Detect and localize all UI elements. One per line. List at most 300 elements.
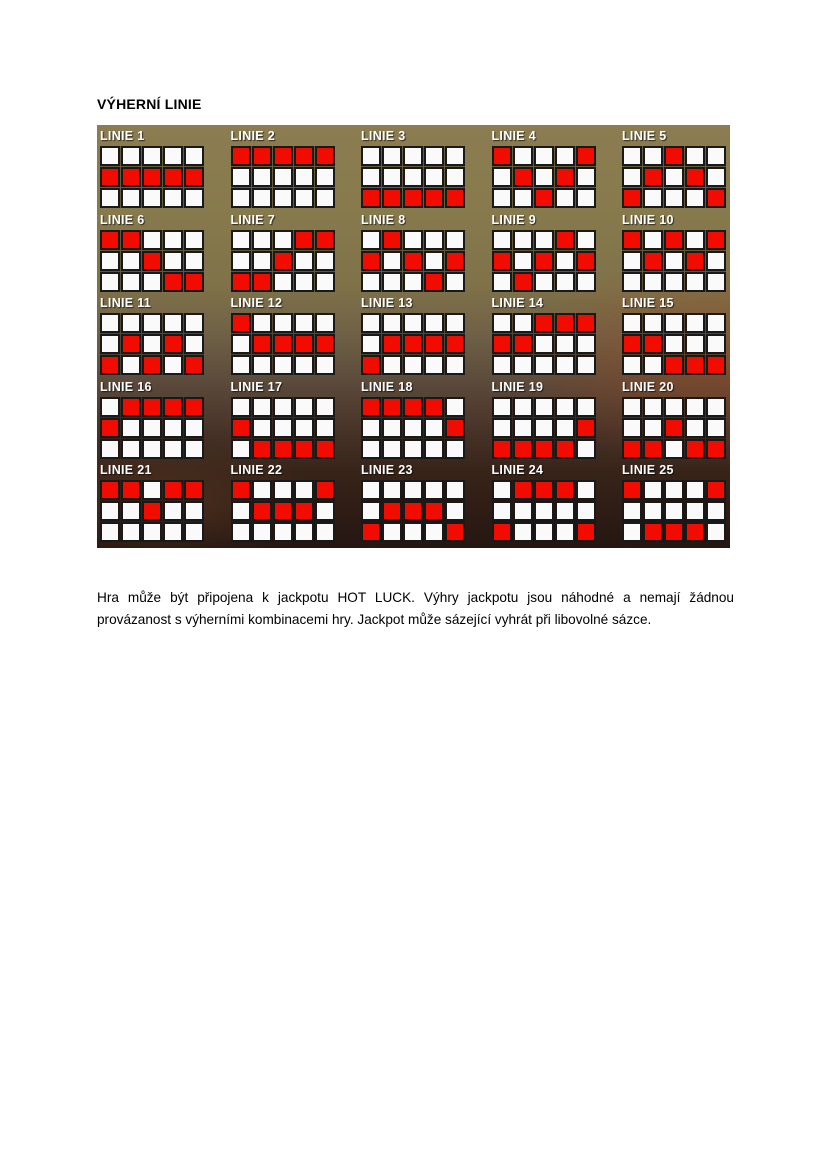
payline-grid xyxy=(492,146,596,208)
payline-cell-white xyxy=(685,313,705,333)
payline-cell-red xyxy=(361,251,381,271)
payline-cell-white xyxy=(424,146,444,166)
payline-cell-white xyxy=(163,188,183,208)
payline-block xyxy=(492,295,596,379)
payline-label: LINIE 16 xyxy=(100,379,152,394)
payline-cell-white xyxy=(643,146,663,166)
payline-cell-white xyxy=(576,501,596,521)
payline-cell-white xyxy=(513,522,533,542)
payline-cell-white xyxy=(315,313,335,333)
payline-cell-red xyxy=(294,501,314,521)
payline-cell-red xyxy=(142,397,162,417)
payline-cell-white xyxy=(100,251,120,271)
payline-cell-red xyxy=(315,439,335,459)
payline-cell-white xyxy=(100,501,120,521)
payline-cell-white xyxy=(231,522,251,542)
payline-cell-white xyxy=(643,480,663,500)
payline-label: LINIE 1 xyxy=(100,129,145,143)
payline-cell-white xyxy=(576,188,596,208)
payline-block xyxy=(622,379,726,463)
payline-cell-white xyxy=(142,188,162,208)
payline-cell-white xyxy=(142,230,162,250)
payline-cell-white xyxy=(492,272,512,292)
payline-cell-red xyxy=(685,167,705,187)
payline-cell-white xyxy=(315,501,335,521)
payline-cell-white xyxy=(294,251,314,271)
payline-cell-white xyxy=(184,313,204,333)
payline-cell-red xyxy=(252,272,272,292)
payline-cell-red xyxy=(492,251,512,271)
payline-cell-white xyxy=(622,313,642,333)
payline-cell-white xyxy=(361,313,381,333)
payline-block xyxy=(231,212,335,296)
payline-cell-white xyxy=(315,167,335,187)
payline-block xyxy=(100,462,204,546)
payline-cell-red xyxy=(555,167,575,187)
payline-label: LINIE 15 xyxy=(622,296,674,311)
payline-cell-red xyxy=(121,230,141,250)
payline-block xyxy=(361,128,465,212)
payline-cell-white xyxy=(555,397,575,417)
payline-block xyxy=(231,295,335,379)
payline-label: LINIE 2 xyxy=(230,129,275,143)
payline-cell-white xyxy=(685,480,705,500)
payline-cell-white xyxy=(685,334,705,354)
payline-cell-white xyxy=(492,188,512,208)
payline-cell-white xyxy=(685,272,705,292)
payline-cell-white xyxy=(142,334,162,354)
payline-cell-white xyxy=(403,439,423,459)
payline-cell-red xyxy=(403,188,423,208)
payline-cell-white xyxy=(142,522,162,542)
payline-cell-red xyxy=(664,522,684,542)
payline-label: LINIE 19 xyxy=(491,379,544,394)
payline-cell-white xyxy=(121,418,141,438)
payline-cell-red xyxy=(685,439,705,459)
payline-cell-red xyxy=(100,418,120,438)
payline-cell-white xyxy=(534,334,554,354)
payline-grid xyxy=(100,230,204,292)
payline-cell-white xyxy=(445,167,465,187)
payline-cell-white xyxy=(576,230,596,250)
payline-cell-white xyxy=(121,522,141,542)
payline-cell-white xyxy=(534,418,554,438)
payline-cell-white xyxy=(273,272,293,292)
payline-cell-white xyxy=(513,355,533,375)
payline-cell-red xyxy=(643,334,663,354)
payline-cell-white xyxy=(294,272,314,292)
payline-cell-white xyxy=(382,146,402,166)
payline-cell-white xyxy=(315,355,335,375)
payline-grid xyxy=(100,146,204,208)
payline-cell-white xyxy=(315,397,335,417)
payline-cell-white xyxy=(361,167,381,187)
payline-block xyxy=(492,379,596,463)
payline-cell-red xyxy=(664,355,684,375)
payline-cell-white xyxy=(121,501,141,521)
payline-cell-red xyxy=(361,355,381,375)
payline-cell-white xyxy=(273,397,293,417)
payline-cell-white xyxy=(664,334,684,354)
payline-cell-white xyxy=(492,313,512,333)
payline-cell-red xyxy=(534,439,554,459)
payline-cell-white xyxy=(231,439,251,459)
payline-cell-white xyxy=(231,334,251,354)
payline-cell-red xyxy=(706,355,726,375)
payline-cell-red xyxy=(273,146,293,166)
payline-cell-white xyxy=(706,397,726,417)
payline-label: LINIE 10 xyxy=(622,212,674,227)
payline-cell-white xyxy=(184,501,204,521)
payline-block xyxy=(492,128,596,212)
payline-cell-white xyxy=(622,251,642,271)
payline-grid xyxy=(361,480,465,542)
payline-grid xyxy=(231,230,335,292)
payline-label: LINIE 18 xyxy=(361,379,413,394)
payline-label: LINIE 8 xyxy=(361,212,406,227)
payline-block xyxy=(622,462,726,546)
payline-cell-white xyxy=(163,230,183,250)
payline-cell-white xyxy=(100,522,120,542)
payline-cell-white xyxy=(445,355,465,375)
payline-cell-red xyxy=(121,167,141,187)
payline-block xyxy=(231,462,335,546)
payline-cell-white xyxy=(534,355,554,375)
payline-cell-white xyxy=(643,355,663,375)
payline-cell-red xyxy=(643,439,663,459)
payline-cell-red xyxy=(492,522,512,542)
payline-cell-red xyxy=(622,439,642,459)
payline-cell-white xyxy=(100,272,120,292)
payline-cell-red xyxy=(664,146,684,166)
payline-cell-white xyxy=(685,188,705,208)
payline-cell-red xyxy=(424,501,444,521)
payline-cell-white xyxy=(664,397,684,417)
payline-cell-red xyxy=(643,251,663,271)
payline-cell-red xyxy=(294,146,314,166)
payline-cell-red xyxy=(424,272,444,292)
payline-cell-white xyxy=(424,418,444,438)
payline-cell-white xyxy=(294,397,314,417)
payline-cell-white xyxy=(361,418,381,438)
payline-cell-white xyxy=(445,501,465,521)
payline-cell-white xyxy=(163,251,183,271)
payline-cell-red xyxy=(273,439,293,459)
payline-cell-white xyxy=(315,522,335,542)
payline-label: LINIE 11 xyxy=(100,296,152,311)
payline-cell-white xyxy=(643,313,663,333)
payline-block xyxy=(100,295,204,379)
payline-cell-white xyxy=(142,272,162,292)
payline-cell-red xyxy=(184,397,204,417)
payline-cell-white xyxy=(361,480,381,500)
payline-cell-white xyxy=(231,251,251,271)
payline-cell-white xyxy=(534,501,554,521)
payline-cell-white xyxy=(361,334,381,354)
payline-cell-white xyxy=(121,188,141,208)
payline-label: LINIE 20 xyxy=(622,379,674,394)
payline-cell-white xyxy=(273,188,293,208)
payline-cell-white xyxy=(622,501,642,521)
payline-cell-white xyxy=(184,188,204,208)
payline-cell-white xyxy=(163,313,183,333)
payline-cell-white xyxy=(424,480,444,500)
payline-cell-white xyxy=(685,501,705,521)
payline-cell-white xyxy=(622,355,642,375)
payline-cell-white xyxy=(382,167,402,187)
payline-cell-red xyxy=(534,188,554,208)
payline-cell-white xyxy=(534,272,554,292)
payline-cell-white xyxy=(534,230,554,250)
payline-cell-white xyxy=(706,418,726,438)
payline-cell-white xyxy=(513,313,533,333)
payline-cell-white xyxy=(121,313,141,333)
jackpot-paragraph: Hra může být připojena k jackpotu HOT LUCK. Výhry jackpotu jsou náhodné a nemají žádnou provázanost s výherními kombinacemi hry. Jackpot může sázející vyhrát při libovolné sázce. xyxy=(97,590,734,627)
payline-cell-white xyxy=(555,188,575,208)
payline-cell-white xyxy=(252,480,272,500)
payline-cell-white xyxy=(121,251,141,271)
payline-cell-white xyxy=(361,146,381,166)
payline-cell-white xyxy=(163,146,183,166)
payline-cell-white xyxy=(622,418,642,438)
payline-cell-white xyxy=(294,167,314,187)
payline-cell-red xyxy=(513,480,533,500)
payline-cell-white xyxy=(664,480,684,500)
payline-cell-white xyxy=(685,397,705,417)
payline-cell-white xyxy=(424,167,444,187)
payline-cell-white xyxy=(142,480,162,500)
payline-block xyxy=(231,128,335,212)
payline-cell-red xyxy=(100,167,120,187)
payline-cell-red xyxy=(252,334,272,354)
payline-cell-white xyxy=(555,418,575,438)
payline-cell-red xyxy=(163,272,183,292)
payline-cell-white xyxy=(121,439,141,459)
payline-cell-white xyxy=(706,167,726,187)
payline-label: LINIE 21 xyxy=(100,463,152,478)
payline-cell-white xyxy=(294,418,314,438)
payline-cell-red xyxy=(100,480,120,500)
payline-cell-white xyxy=(252,355,272,375)
payline-cell-white xyxy=(424,251,444,271)
payline-cell-red xyxy=(294,439,314,459)
payline-label: LINIE 23 xyxy=(361,463,413,478)
payline-cell-red xyxy=(294,230,314,250)
payline-cell-red xyxy=(445,522,465,542)
payline-cell-red xyxy=(273,251,293,271)
payline-cell-white xyxy=(492,418,512,438)
payline-cell-white xyxy=(706,334,726,354)
payline-cell-white xyxy=(664,272,684,292)
payline-cell-red xyxy=(555,230,575,250)
payline-label: LINIE 4 xyxy=(491,129,536,143)
payline-label: LINIE 13 xyxy=(361,296,413,311)
payline-cell-white xyxy=(121,272,141,292)
payline-block xyxy=(100,212,204,296)
payline-cell-white xyxy=(184,251,204,271)
payline-cell-red xyxy=(252,439,272,459)
payline-cell-white xyxy=(273,522,293,542)
payline-cell-red xyxy=(382,397,402,417)
payline-cell-red xyxy=(445,188,465,208)
payline-cell-white xyxy=(231,188,251,208)
payline-cell-white xyxy=(361,439,381,459)
payline-cell-white xyxy=(445,313,465,333)
payline-cell-white xyxy=(424,230,444,250)
payline-cell-red xyxy=(142,167,162,187)
payline-grid xyxy=(100,313,204,375)
payline-cell-white xyxy=(163,439,183,459)
payline-cell-white xyxy=(492,501,512,521)
payline-cell-white xyxy=(382,313,402,333)
payline-cell-white xyxy=(361,272,381,292)
payline-cell-white xyxy=(706,146,726,166)
payline-cell-white xyxy=(252,522,272,542)
payline-cell-red xyxy=(382,188,402,208)
payline-cell-red xyxy=(121,397,141,417)
payline-cell-red xyxy=(252,501,272,521)
payline-cell-white xyxy=(294,188,314,208)
payline-label: LINIE 25 xyxy=(622,463,674,478)
payline-cell-red xyxy=(492,146,512,166)
payline-cell-white xyxy=(534,522,554,542)
payline-cell-white xyxy=(513,251,533,271)
payline-cell-red xyxy=(121,334,141,354)
payline-cell-white xyxy=(252,230,272,250)
payline-cell-white xyxy=(576,355,596,375)
payline-cell-white xyxy=(576,480,596,500)
payline-cell-white xyxy=(576,397,596,417)
payline-cell-red xyxy=(513,167,533,187)
payline-cell-red xyxy=(534,313,554,333)
payline-cell-white xyxy=(382,418,402,438)
payline-cell-white xyxy=(555,501,575,521)
payline-cell-white xyxy=(664,188,684,208)
payline-cell-red xyxy=(382,230,402,250)
payline-cell-white xyxy=(403,146,423,166)
payline-cell-white xyxy=(424,439,444,459)
payline-cell-white xyxy=(576,167,596,187)
payline-cell-red xyxy=(142,501,162,521)
payline-cell-white xyxy=(231,230,251,250)
payline-cell-white xyxy=(706,501,726,521)
payline-cell-red xyxy=(622,334,642,354)
payline-cell-red xyxy=(184,355,204,375)
payline-grid xyxy=(361,397,465,459)
payline-cell-white xyxy=(231,355,251,375)
payline-cell-white xyxy=(252,188,272,208)
payline-cell-white xyxy=(294,480,314,500)
payline-cell-white xyxy=(424,355,444,375)
payline-cell-red xyxy=(163,167,183,187)
payline-cell-white xyxy=(685,146,705,166)
payline-cell-white xyxy=(513,418,533,438)
payline-cell-white xyxy=(534,397,554,417)
payline-cell-red xyxy=(382,334,402,354)
payline-cell-white xyxy=(492,480,512,500)
payline-cell-red xyxy=(576,522,596,542)
payline-cell-red xyxy=(424,334,444,354)
payline-cell-white xyxy=(252,167,272,187)
payline-cell-white xyxy=(664,501,684,521)
payline-cell-red xyxy=(315,334,335,354)
payline-cell-red xyxy=(231,272,251,292)
payline-cell-red xyxy=(184,167,204,187)
payline-cell-white xyxy=(252,418,272,438)
payline-cell-red xyxy=(163,334,183,354)
payline-cell-red xyxy=(163,397,183,417)
payline-cell-white xyxy=(252,397,272,417)
payline-cell-red xyxy=(100,230,120,250)
payline-cell-white xyxy=(492,355,512,375)
payline-cell-white xyxy=(706,272,726,292)
payline-block xyxy=(361,212,465,296)
payline-grid xyxy=(231,313,335,375)
payline-label: LINIE 24 xyxy=(491,463,544,478)
payline-cell-white xyxy=(184,146,204,166)
payline-cell-white xyxy=(100,313,120,333)
payline-cell-red xyxy=(231,313,251,333)
payline-cell-white xyxy=(142,146,162,166)
payline-cell-red xyxy=(142,355,162,375)
payline-block xyxy=(492,212,596,296)
payline-cell-red xyxy=(622,230,642,250)
payline-grid xyxy=(231,146,335,208)
payline-cell-white xyxy=(273,313,293,333)
payline-cell-white xyxy=(445,272,465,292)
payline-cell-white xyxy=(492,230,512,250)
payline-cell-white xyxy=(100,397,120,417)
payline-cell-white xyxy=(100,188,120,208)
payline-cell-white xyxy=(163,522,183,542)
payline-cell-red xyxy=(315,480,335,500)
payline-cell-white xyxy=(643,418,663,438)
payline-cell-white xyxy=(576,439,596,459)
payline-cell-white xyxy=(184,334,204,354)
payline-cell-red xyxy=(424,397,444,417)
payline-cell-white xyxy=(315,251,335,271)
payline-label: LINIE 12 xyxy=(230,296,283,311)
payline-cell-white xyxy=(100,439,120,459)
payline-cell-white xyxy=(664,251,684,271)
payline-cell-white xyxy=(100,146,120,166)
payline-cell-red xyxy=(706,439,726,459)
payline-cell-red xyxy=(403,251,423,271)
payline-grid xyxy=(492,480,596,542)
payline-cell-white xyxy=(664,439,684,459)
payline-cell-white xyxy=(445,397,465,417)
payline-cell-white xyxy=(622,146,642,166)
payline-cell-white xyxy=(315,272,335,292)
payline-cell-red xyxy=(513,439,533,459)
payline-grid xyxy=(231,480,335,542)
payline-cell-white xyxy=(445,146,465,166)
payline-cell-white xyxy=(382,480,402,500)
payline-cell-white xyxy=(184,522,204,542)
payline-cell-red xyxy=(121,480,141,500)
payline-cell-white xyxy=(231,501,251,521)
payline-cell-red xyxy=(184,480,204,500)
payline-grid xyxy=(100,480,204,542)
payline-cell-red xyxy=(445,334,465,354)
payline-cell-white xyxy=(273,355,293,375)
payline-cell-white xyxy=(142,313,162,333)
payline-grid xyxy=(492,313,596,375)
payline-label: LINIE 17 xyxy=(230,379,283,394)
payline-cell-white xyxy=(424,522,444,542)
payline-grid xyxy=(361,313,465,375)
payline-cell-red xyxy=(361,397,381,417)
